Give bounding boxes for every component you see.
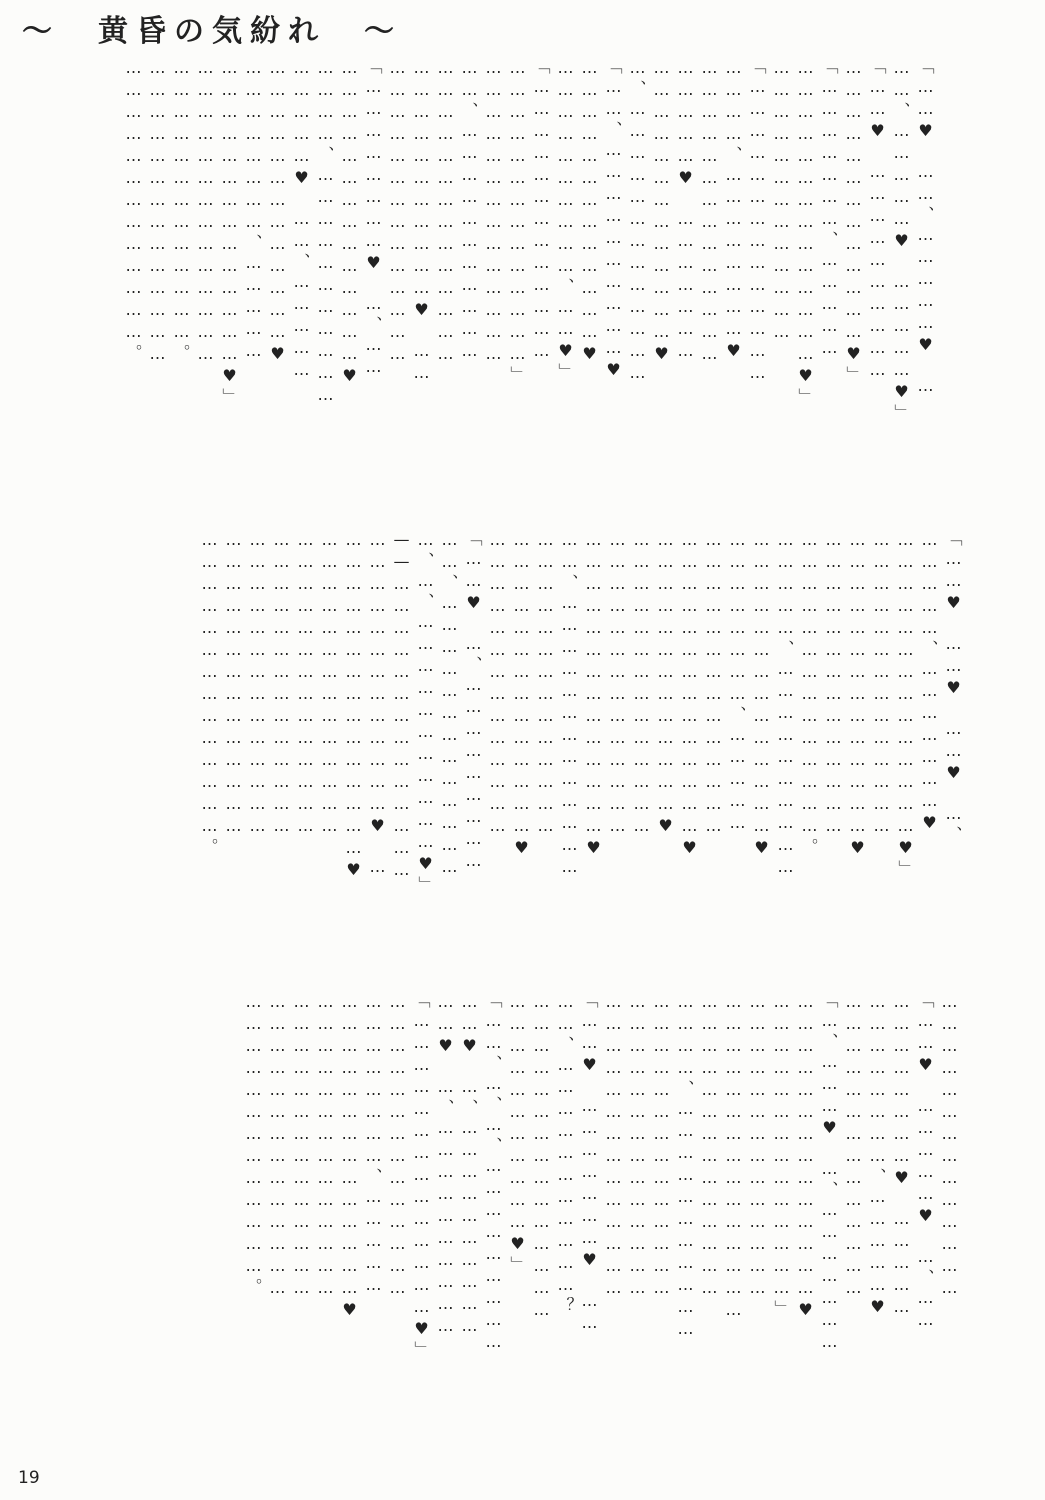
text-column: …………………………………。 <box>172 58 191 363</box>
text-column: …………………………………… <box>824 530 843 838</box>
text-column: ……………………………………♥ <box>340 58 359 388</box>
text-column: ……………………………………… <box>724 992 743 1322</box>
text-column: ……………………………………♥ <box>340 992 359 1322</box>
text-column: …………………………………… <box>652 992 671 1300</box>
text-column: …………………………………… <box>272 530 291 838</box>
text-column: ……………、…………………♥ <box>920 530 939 835</box>
text-column: ……………………………………… <box>532 992 551 1322</box>
text-column: …………………………………… <box>940 992 959 1300</box>
text-column: …………、…………………………… <box>316 58 335 407</box>
text-column: ……♥ …、………………………… <box>436 992 455 1338</box>
text-column: ……………………………………。 <box>800 530 819 857</box>
text-column: …………………………………… <box>296 530 315 838</box>
text-column: …………………………………… <box>536 530 555 838</box>
text-column: ……………………………………♥ <box>848 530 867 860</box>
page-title: 〜 黄昏の気紛れ 〜 <box>22 14 402 49</box>
text-column: …………………………………… <box>488 530 507 838</box>
text-column: ……………………♥ …………… <box>892 992 911 1319</box>
text-band-middle <box>60 530 965 986</box>
text-column: 「……♥ …………………♥ …… <box>580 992 599 1335</box>
text-column: 「……、…………………………♥ <box>604 58 623 382</box>
text-column: ………………………………………♥ <box>344 530 363 882</box>
text-column: …………、……………………♥ <box>724 58 743 363</box>
text-column: …………………………………♥」 <box>844 58 863 385</box>
text-column: ……………………………………♥」 <box>220 58 239 407</box>
text-column: …………………………………… <box>436 58 455 366</box>
text-column: …………………………………… <box>224 530 243 838</box>
text-column: …………………………、……♥」 <box>556 58 575 382</box>
text-column: …、…、……………………………♥」 <box>416 530 435 895</box>
text-column: ……………………………………♥ <box>752 530 771 860</box>
text-column: ……………………、…………… <box>364 992 383 1297</box>
text-column: …………………………………… <box>484 58 503 366</box>
text-column: ……………♥ ……、…………… <box>292 58 311 382</box>
text-column: ……………………、…………… <box>728 530 747 835</box>
text-column: ……………………………………♥ <box>796 992 815 1322</box>
text-column: …………………………………… <box>632 530 651 838</box>
text-column: …………………………………… <box>316 992 335 1300</box>
text-column: ……、……………………………？ <box>556 992 575 1316</box>
text-column: ……………………、…………… <box>244 58 263 363</box>
text-column: ……………………………………♥」 <box>796 58 815 407</box>
page-number: 19 <box>18 1468 40 1488</box>
text-column: 「……………………………………♥」 <box>412 992 431 1360</box>
text-column: …………………………………… <box>388 992 407 1300</box>
text-column: 「……♥ ………………………… <box>868 58 887 382</box>
text-column: …………………………………… <box>748 992 767 1300</box>
text-column: ……、…………………………… <box>460 58 479 363</box>
text-column: 「…………………………………… <box>748 58 767 385</box>
text-column: ……………………………………」 <box>508 58 527 385</box>
text-column: …………………………………… <box>608 530 627 838</box>
text-column: ……………………………………♥」 <box>896 530 915 879</box>
text-column: ……、………………………………… <box>560 530 579 879</box>
text-column: …………………………………… <box>320 530 339 838</box>
text-column: 「………………………………… <box>532 58 551 363</box>
text-column: ……………………………………♥ <box>584 530 603 860</box>
text-column: 「…、………♥ …、………………… <box>820 992 839 1354</box>
text-column: …、………………………………… <box>628 58 647 385</box>
text-column: 「……♥ …、……………………… <box>464 530 483 873</box>
text-column: 「……、…、…、……………………… <box>484 992 503 1354</box>
text-column: ……………………………………♥ <box>680 530 699 860</box>
text-column: …………………………………♥ … <box>368 530 387 879</box>
text-column: 「……♥ ……、……………♥ … <box>916 58 935 398</box>
text-column: …………………………………… <box>844 992 863 1300</box>
text-column: ——…………………………………… <box>392 530 411 882</box>
text-column: 「……♥ ……♥ ……♥ …、 <box>944 530 963 845</box>
text-column: …………………………………♥ <box>580 58 599 366</box>
text-column: …………………………………… <box>248 530 267 838</box>
text-column: …………………………………… <box>628 992 647 1300</box>
text-column: ……、………………………………… <box>440 530 459 879</box>
text-column: ……………………………♥」 <box>508 992 527 1275</box>
text-column: …………、…………………………… <box>676 992 695 1341</box>
text-column: …………………………………。 <box>124 58 143 363</box>
text-column: ……、……………♥ ……………♥」 <box>892 58 911 423</box>
text-column: 「…………………、…………… <box>820 58 839 360</box>
text-column: ……………、………………………… <box>776 530 795 879</box>
text-column: …………………………………… <box>148 58 167 366</box>
text-column: …………………………………… <box>604 992 623 1300</box>
text-column: …………………………………… <box>196 58 215 366</box>
text-band-bottom <box>72 992 961 1466</box>
text-column: ……………………………♥ …… <box>412 58 431 385</box>
text-column: …………………………………… <box>700 58 719 366</box>
text-band-top <box>84 58 937 520</box>
text-column: …………………………………… <box>704 530 723 838</box>
text-column: ………………………………… <box>772 58 791 344</box>
text-column: …………………………………♥ <box>656 530 675 838</box>
text-column: ……………………………………♥ <box>512 530 531 860</box>
text-column: …………………………………… <box>268 992 287 1300</box>
text-column: …………………………………… <box>292 992 311 1300</box>
text-column: 「……♥ ……………♥ …、…… <box>916 992 935 1332</box>
text-column: …………………………………♥ <box>268 58 287 366</box>
text-column: ……………………………………。 <box>200 530 219 857</box>
text-column: …………………………………… <box>388 58 407 366</box>
text-column: ……………………………………」 <box>772 992 791 1319</box>
text-column: …………………………………… <box>700 992 719 1300</box>
text-column: ……♥ …、………………………… <box>460 992 479 1338</box>
text-column: ……………♥ ………………… <box>676 58 695 363</box>
text-column: …………………………………♥ <box>652 58 671 366</box>
text-column: …………………………………… <box>872 530 891 838</box>
text-column: ……………………、……………♥ <box>868 992 887 1319</box>
text-column: …………………………………。 <box>244 992 263 1297</box>
text-column: 「……………………♥ …、…… <box>364 58 383 379</box>
